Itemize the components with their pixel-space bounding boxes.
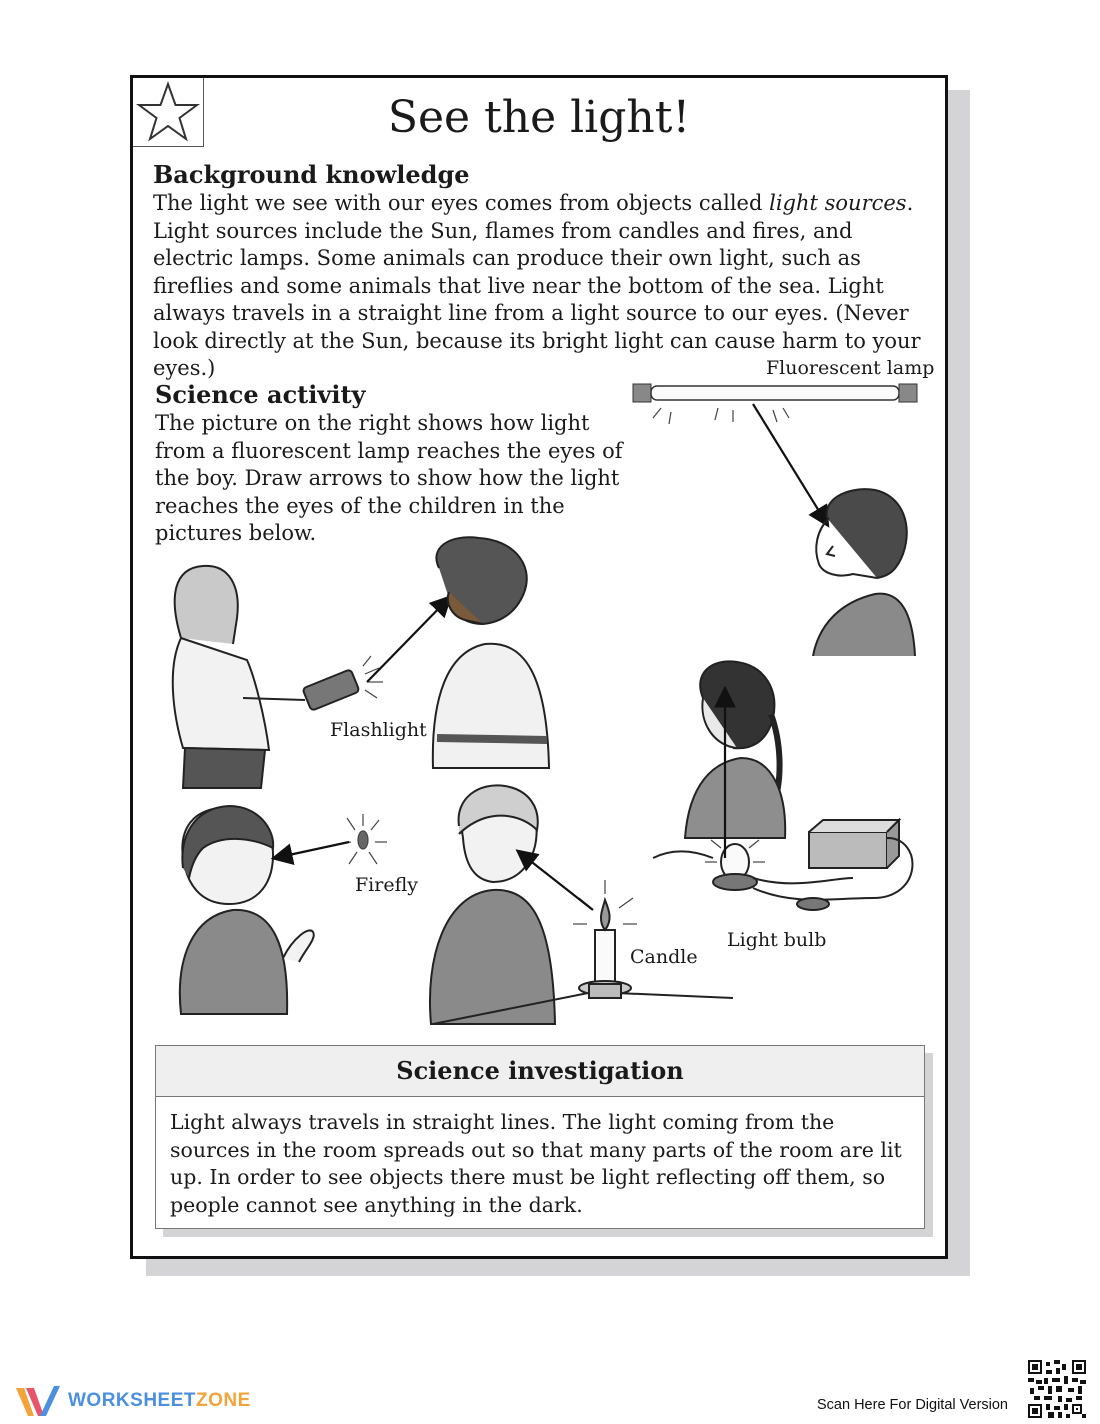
light-sources-term: light sources — [769, 191, 907, 215]
worksheet — [130, 75, 948, 1259]
flashlight-label: Flashlight — [330, 719, 427, 741]
investigation-text: Light always travels in straight lines. The light coming from the sources in the room spreads out so that many parts of the room are lit up. In order to see objects there must be light reflecting off them, so people cannot see anything in the dark. — [170, 1110, 902, 1217]
firefly-label: Firefly — [355, 874, 418, 896]
firefly-illustration — [339, 814, 387, 864]
qr-code-icon[interactable] — [1028, 1360, 1086, 1418]
fluorescent-lamp-label: Fluorescent lamp — [766, 357, 935, 379]
scan-text: Scan Here For Digital Version — [817, 1397, 1008, 1413]
candle-label: Candle — [630, 946, 698, 968]
activity-text: The picture on the right shows how light from a fluorescent lamp reaches the eyes of the boy. Draw arrows to show how the light reaches the eyes of the children in the pictures below. — [155, 411, 623, 545]
girl-with-firefly-illustration — [180, 806, 314, 1014]
firefly-arrow — [275, 842, 349, 858]
fluorescent-lamp-illustration — [633, 384, 917, 424]
background-heading: Background knowledge — [153, 160, 470, 189]
girl-with-light-bulb-illustration — [653, 661, 912, 910]
background-text: The light we see with our eyes comes from objects called light sources. Light sources include the Sun, flames from candles and fires, and electric lamps. Some animals can produce their own light, such as fireflies and some animals that live near the bottom of the sea. Light always travels in a straight line from a light source to our eyes. (Never look directly at the Sun, because its bright light can cause harm to your eyes.) — [153, 191, 921, 380]
flashlight-arrow — [367, 598, 449, 682]
light-bulb-label: Light bulb — [727, 929, 827, 951]
boy-looking-up-illustration — [813, 489, 915, 656]
girl-with-flashlight-illustration — [173, 566, 383, 788]
worksheetzone-logo-icon — [14, 1384, 62, 1420]
page-title: See the light! — [387, 92, 691, 143]
curly-boy-illustration — [433, 537, 549, 768]
worksheetzone-brand: WORKSHEETZONE — [68, 1390, 251, 1411]
lamp-arrow — [753, 404, 827, 524]
activity-heading: Science activity — [155, 380, 366, 409]
candle-arrow — [519, 852, 593, 910]
investigation-box — [155, 1045, 925, 1229]
illustrations — [133, 78, 945, 1038]
investigation-heading: Science investigation — [156, 1046, 924, 1097]
